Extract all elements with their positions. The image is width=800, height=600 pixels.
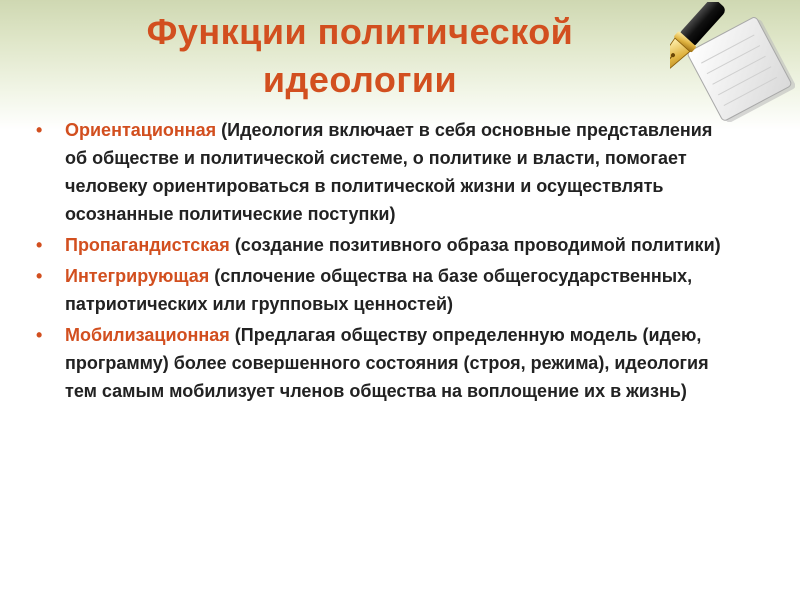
function-description: (Предлагая обществу определенную модель (идею, программу) более совершенного состояния (строя, режима), идеология тем самым мобилизует членов общества на воплощение их в жизнь) bbox=[65, 325, 709, 401]
function-term: Ориентационная bbox=[65, 120, 217, 140]
function-description: (Идеология включает в себя основные представления об обществе и политической системе, о политике и власти, помогает человеку ориентироваться в политической жизни и осуществлять осознанные политические поступки) bbox=[65, 120, 713, 224]
slide-title-line-1: Функции политической bbox=[146, 11, 574, 52]
functions-list bbox=[36, 116, 736, 408]
function-description: (создание позитивного образа проводимой политики) bbox=[229, 235, 721, 255]
function-description: (сплочение общества на базе общегосударственных, патриотических или групповых ценностей) bbox=[65, 266, 693, 314]
bullet-icon: • bbox=[36, 235, 43, 255]
function-term: Интегрирующая bbox=[65, 266, 210, 286]
list-item bbox=[36, 116, 736, 228]
function-term: Мобилизационная bbox=[65, 325, 230, 345]
list-item bbox=[36, 262, 736, 318]
bullet-icon: • bbox=[36, 266, 43, 286]
function-term: Пропагандистская bbox=[65, 235, 230, 255]
bullet-icon: • bbox=[36, 325, 43, 345]
slide-title bbox=[60, 8, 660, 104]
list-item bbox=[36, 231, 736, 259]
slide-title-line-2: идеологии bbox=[262, 59, 458, 100]
bullet-icon: • bbox=[36, 120, 43, 140]
fountain-pen-icon bbox=[670, 2, 795, 122]
list-item bbox=[36, 321, 736, 405]
